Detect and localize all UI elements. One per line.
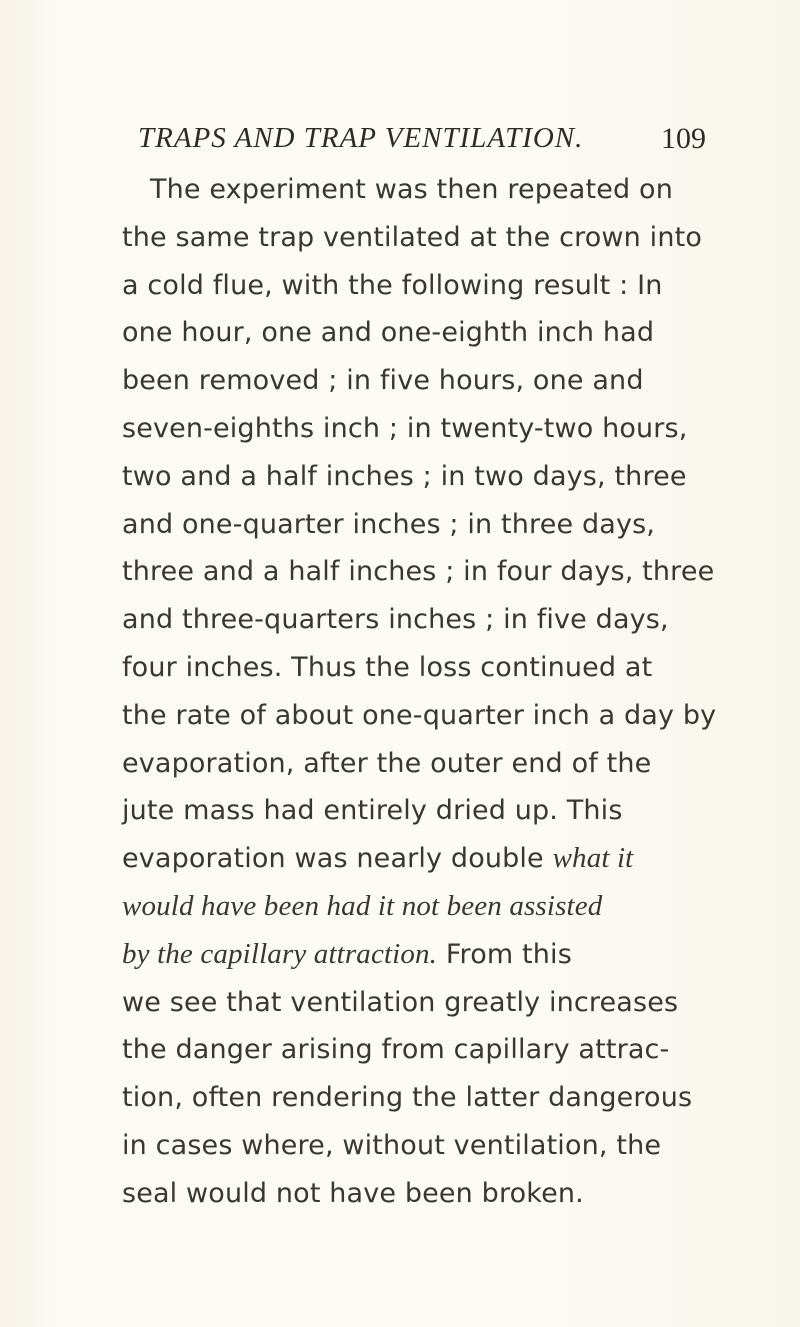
text-line: we see that ventilation greatly increases bbox=[122, 986, 679, 1018]
text-line: three and a half inches ; in four days, three bbox=[122, 556, 715, 588]
text-line: seal would not have been broken. bbox=[122, 1177, 584, 1209]
text-italic-segment: what it bbox=[552, 842, 634, 875]
text-line bbox=[122, 931, 742, 979]
text-line: the same trap ventilated at the crown into bbox=[122, 221, 702, 253]
running-title: TRAPS AND TRAP VENTILATION. bbox=[138, 122, 584, 154]
text-italic-segment: would have been had it not been assisted bbox=[122, 889, 603, 922]
body-paragraph bbox=[122, 166, 742, 1218]
text-line: and one-quarter inches ; in three days, bbox=[122, 508, 656, 540]
text-line: one hour, one and one-eighth inch had bbox=[122, 317, 655, 349]
text-line: a cold flue, with the following result : In bbox=[122, 269, 663, 301]
text-line: two and a half inches ; in two days, three bbox=[122, 460, 687, 492]
text-italic-segment: by the capillary attraction. bbox=[122, 937, 438, 970]
text-line bbox=[122, 883, 742, 931]
text-line: four inches. Thus the loss continued at bbox=[122, 651, 653, 683]
text-line: tion, often rendering the latter dangerous bbox=[122, 1082, 693, 1114]
running-head bbox=[138, 122, 718, 162]
text-line: and three-quarters inches ; in five days, bbox=[122, 604, 669, 636]
page-number: 109 bbox=[661, 122, 706, 155]
text-line: the danger arising from capillary attrac- bbox=[122, 1034, 670, 1066]
text-line bbox=[122, 835, 742, 883]
text-line: the rate of about one-quarter inch a day by bbox=[122, 699, 717, 731]
text-line: seven-eighths inch ; in twenty-two hours, bbox=[122, 412, 688, 444]
text-line: in cases where, without ventilation, the bbox=[122, 1129, 662, 1161]
text-line: jute mass had entirely dried up. This bbox=[122, 795, 623, 827]
text-roman-segment: evaporation was nearly double bbox=[122, 843, 553, 875]
text-line: been removed ; in five hours, one and bbox=[122, 365, 644, 397]
text-line: evaporation, after the outer end of the bbox=[122, 747, 652, 779]
text-roman-segment: From this bbox=[437, 938, 572, 970]
text-line: The experiment was then repeated on bbox=[150, 174, 673, 205]
